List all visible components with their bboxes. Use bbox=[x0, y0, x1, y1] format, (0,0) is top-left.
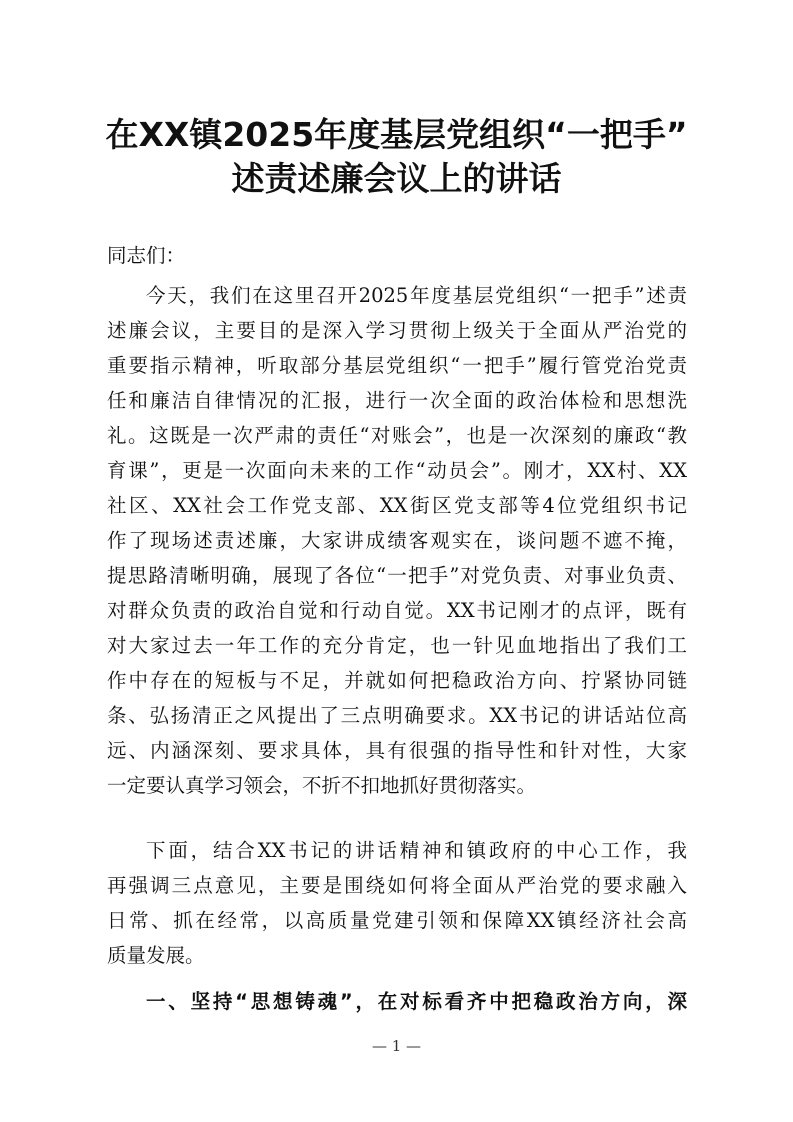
paragraph-1-line: 礼。这既是一次严肃的责任“对账会”，也是一次深刻的廉政“教 bbox=[107, 424, 687, 447]
paragraph-1-line: 对群众负责的政治自觉和行动自觉。XX书记刚才的点评，既有 bbox=[107, 599, 687, 622]
paragraph-1-line: 对大家过去一年工作的充分肯定，也一针见血地指出了我们工 bbox=[107, 634, 687, 657]
document-title-line-1: 在XX镇2025年度基层党组织“一把手” bbox=[105, 115, 688, 154]
paragraph-1-line: 条、弘扬清正之风提出了三点明确要求。XX书记的讲话站位高 bbox=[107, 704, 687, 727]
paragraph-1-line: 今天，我们在这里召开2025年度基层党组织“一把手”述责 bbox=[146, 284, 687, 307]
paragraph-1-line: 育课”，更是一次面向未来的工作“动员会”。刚才，XX村、XX bbox=[107, 459, 687, 482]
paragraph-1-line: 提思路清晰明确，展现了各位“一把手”对党负责、对事业负责、 bbox=[107, 564, 687, 587]
salutation: 同志们： bbox=[107, 244, 186, 267]
paragraph-1-line: 作中存在的短板与不足，并就如何把稳政治方向、拧紧协同链 bbox=[107, 669, 687, 692]
paragraph-2-line: 再强调三点意见，主要是围绕如何将全面从严治党的要求融入 bbox=[107, 874, 687, 897]
paragraph-1-line: 重要指示精神，听取部分基层党组织“一把手”履行管党治党责 bbox=[107, 354, 687, 377]
paragraph-1-line: 述廉会议，主要目的是深入学习贯彻上级关于全面从严治党的 bbox=[107, 319, 687, 342]
paragraph-2-line: 质量发展。 bbox=[107, 944, 205, 967]
paragraph-1-line: 远、内涵深刻、要求具体，具有很强的指导性和针对性，大家 bbox=[107, 739, 687, 762]
paragraph-1-line: 作了现场述责述廉，大家讲成绩客观实在，谈问题不遮不掩， bbox=[107, 529, 687, 552]
paragraph-1-line: 社区、XX社会工作党支部、XX街区党支部等4位党组织书记 bbox=[107, 494, 687, 517]
paragraph-2-line: 下面，结合XX书记的讲话精神和镇政府的中心工作，我 bbox=[146, 839, 687, 862]
section-heading-1: 一、坚持“思想铸魂”，在对标看齐中把稳政治方向，深 bbox=[146, 990, 687, 1013]
paragraph-2-line: 日常、抓在经常，以高质量党建引领和保障XX镇经济社会高 bbox=[107, 909, 687, 932]
paragraph-1-line: 任和廉洁自律情况的汇报，进行一次全面的政治体检和思想洗 bbox=[107, 389, 687, 412]
paragraph-1-line: 一定要认真学习领会，不折不扣地抓好贯彻落实。 bbox=[107, 774, 537, 797]
document-title-line-2: 述责述廉会议上的讲话 bbox=[231, 159, 562, 198]
page-number: — 1 — bbox=[371, 1037, 422, 1055]
